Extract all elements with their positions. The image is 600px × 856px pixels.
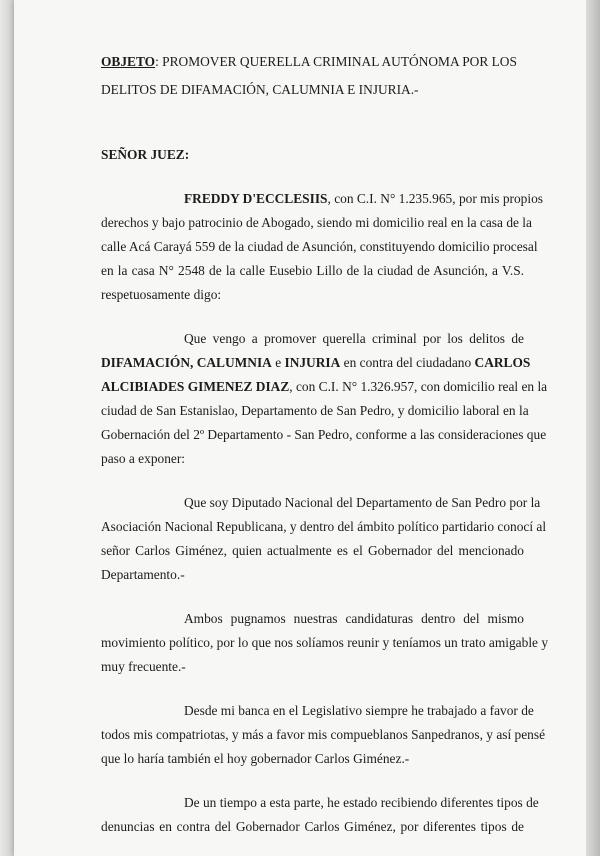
p4-line-1: Ambos pugnamos nuestras candidaturas dentro del mismo xyxy=(184,611,524,626)
objeto-line-1 xyxy=(101,50,524,74)
p2-line-6: paso a exponer: xyxy=(101,451,186,466)
p1-line-4: en la casa N° 2548 de la calle Eusebio Lillo de la ciudad de Asunción, a V.S. xyxy=(101,263,524,278)
p2-line-1: Que vengo a promover querella criminal por los delitos de xyxy=(184,331,524,346)
p1-line-2: derechos y bajo patrocinio de Abogado, siendo mi domicilio real en la casa de la xyxy=(101,215,532,230)
objeto-text: : PROMOVER QUERELLA CRIMINAL AUTÓNOMA POR LOS xyxy=(155,54,517,69)
applicant-name: FREDDY D'ECCLESIIS xyxy=(184,191,328,206)
crime-difamacion-calumnia: DIFAMACIÓN, CALUMNIA xyxy=(101,355,272,370)
page-edge-right xyxy=(586,0,600,856)
p2-mid: en contra del ciudadano xyxy=(340,355,475,370)
objeto-label: OBJETO xyxy=(101,54,156,69)
p4-line-2: movimiento político, por lo que nos solíamos reunir y teníamos un trato amigable y xyxy=(101,635,549,650)
p3-line-3: señor Carlos Giménez, quien actualmente es el Gobernador del mencionado xyxy=(101,543,524,558)
p5-line-1: Desde mi banca en el Legislativo siempre he trabajado a favor de xyxy=(184,703,534,718)
p5-line-3: que lo haría también el hoy gobernador Carlos Giménez.- xyxy=(101,751,410,766)
page-edge-left xyxy=(0,0,14,856)
p2-line-3 xyxy=(101,375,548,399)
p3-line-2: Asociación Nacional Republicana, y dentro del ámbito político partidario conocí al xyxy=(101,519,547,534)
p2-line-2 xyxy=(101,351,531,375)
p2-line-3-rest: , con C.I. N° 1.326.957, con domicilio real en la xyxy=(289,379,548,394)
p6-line-1: De un tiempo a esta parte, he estado recibiendo diferentes tipos de xyxy=(184,795,539,810)
p3-line-1: Que soy Diputado Nacional del Departamento de San Pedro por la xyxy=(184,495,541,510)
p2-line-5: Gobernación del 2º Departamento - San Pedro, conforme a las consideraciones que xyxy=(101,427,547,442)
p6-line-2: denuncias en contra del Gobernador Carlos Giménez, por diferentes tipos de xyxy=(101,819,524,834)
p1-line-5: respetuosamente digo: xyxy=(101,287,222,302)
crime-injuria: INJURIA xyxy=(284,355,341,370)
defendant-first-name: CARLOS xyxy=(474,355,531,370)
p1-line-1-rest: , con C.I. N° 1.235.965, por mis propios xyxy=(327,191,544,206)
objeto-line-2: DELITOS DE DIFAMACIÓN, CALUMNIA E INJURIA.- xyxy=(101,82,419,97)
p2-conj: e xyxy=(271,355,285,370)
defendant-name: ALCIBIADES GIMENEZ DIAZ xyxy=(101,379,290,394)
p3-line-4: Departamento.- xyxy=(101,567,185,582)
p1-line-1 xyxy=(184,187,544,211)
p1-line-3: calle Acá Carayá 559 de la ciudad de Asunción, constituyendo domicilio procesal xyxy=(101,239,538,254)
p4-line-3: muy frecuente.- xyxy=(101,659,186,674)
p5-line-2: todos mis compatriotas, y más a favor mis compueblanos Sanpedranos, y así pensé xyxy=(101,727,546,742)
p2-line-4: ciudad de San Estanislao, Departamento de San Pedro, y domicilio laboral en la xyxy=(101,403,529,418)
salutation: SEÑOR JUEZ: xyxy=(101,147,190,162)
